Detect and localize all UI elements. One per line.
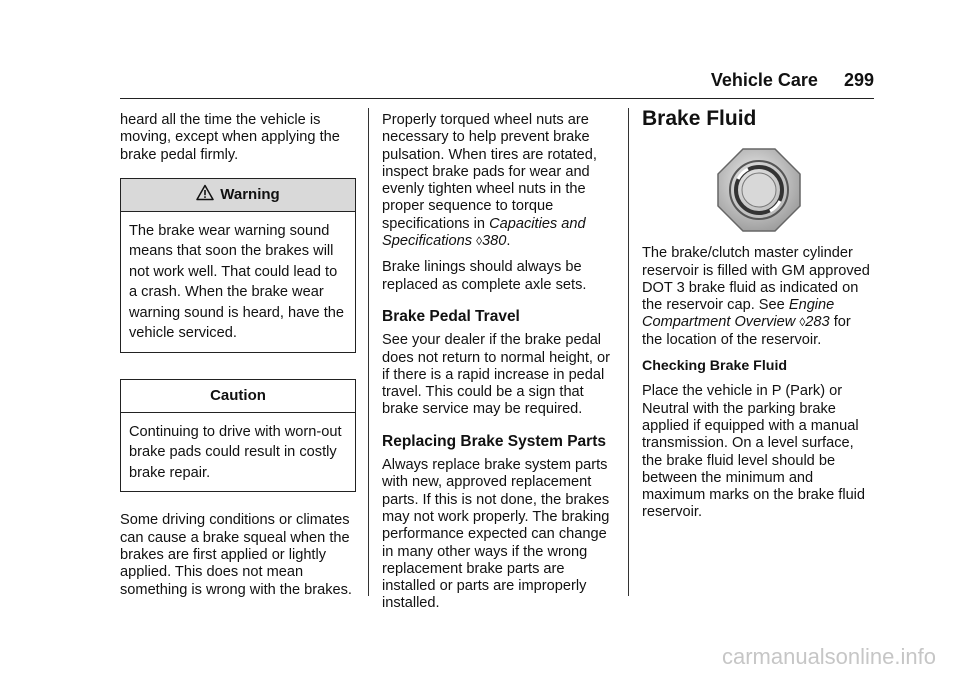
- caution-box: [120, 379, 356, 493]
- page-header: [120, 70, 874, 98]
- paragraph: Always replace brake system parts with new, approved replacement parts. If this is not done, the brakes may not work properly. The braking performance expected can change in many other ways if the wrong replacement brake parts are installed or parts are improperly installed.: [382, 457, 610, 612]
- header-right: [711, 70, 874, 91]
- paragraph: Place the vehicle in P (Park) or Neutral with the parking brake applied if equipped with a manual transmission. On a level surface, the brake fluid level should be between the minimum and maximum marks on the brake fluid reservoir.: [642, 383, 866, 521]
- page-ref-icon: ◊: [476, 234, 483, 249]
- cross-reference-link[interactable]: Engine Compartment Overview: [642, 297, 835, 331]
- caution-body: Continuing to drive with worn-out brake pads could result in costly brake repair.: [129, 423, 342, 481]
- warning-body: The brake wear warning sound means that soon the brakes will not work well. That could lead to a crash. When the brake wear warning sound is heard, have the vehicle serviced.: [129, 222, 344, 342]
- paragraph: Brake linings should always be replaced as complete axle sets.: [382, 259, 587, 293]
- text: for the location of the reservoir.: [642, 314, 851, 348]
- section-heading: Brake Pedal Travel: [382, 307, 520, 325]
- page-ref-number[interactable]: 283: [805, 314, 830, 331]
- paragraph: heard all the time the vehicle is moving, except when applying the brake pedal firmly.: [120, 112, 340, 163]
- paragraph: [382, 112, 612, 250]
- column-divider: [368, 108, 369, 596]
- subsection-heading: Checking Brake Fluid: [642, 358, 788, 375]
- caution-header: [121, 380, 355, 413]
- section-title-large: Brake Fluid: [642, 107, 757, 130]
- column-middle: [382, 112, 612, 622]
- column-right: [642, 107, 874, 531]
- paragraph: Some driving conditions or climates can cause a brake squeal when the brakes are first applied or lightly applied. This does not mean something is wrong with the brakes.: [120, 512, 352, 598]
- warning-title: Warning: [220, 186, 280, 204]
- section-title: Vehicle Care: [710, 70, 818, 90]
- section-heading: Replacing Brake System Parts: [382, 432, 606, 450]
- column-divider: [628, 108, 629, 596]
- page-ref-number[interactable]: 380: [482, 233, 507, 250]
- page-ref-icon: ◊: [799, 315, 806, 330]
- column-left: [120, 112, 356, 608]
- watermark: carmanualsonline.info: [721, 644, 936, 669]
- text: The brake/clutch master cylinder reservoir is filled with GM approved DOT 3 brake fluid as indicated on the reservoir cap. See: [642, 245, 870, 314]
- brake-fluid-cap-icon: [716, 147, 802, 233]
- warning-header: [121, 179, 355, 212]
- page-number: 299: [843, 70, 874, 90]
- paragraph: [642, 245, 874, 349]
- warning-triangle-icon: [196, 184, 214, 205]
- cross-reference-link[interactable]: Capacities and Specifications: [382, 215, 586, 250]
- text: .: [506, 233, 511, 250]
- caution-title: Caution: [210, 387, 266, 405]
- paragraph: See your dealer if the brake pedal does not return to normal height, or if there is a rapid increase in pedal travel. This could be a sign that brake service may be required.: [382, 332, 610, 418]
- text: Properly torqued wheel nuts are necessary to help prevent brake pulsation. When tires are rotated, inspect brake pads for wear and evenly tighten wheel nuts in the proper sequence to torque specifications in: [382, 112, 597, 232]
- header-divider: [120, 98, 874, 99]
- warning-box: [120, 178, 356, 353]
